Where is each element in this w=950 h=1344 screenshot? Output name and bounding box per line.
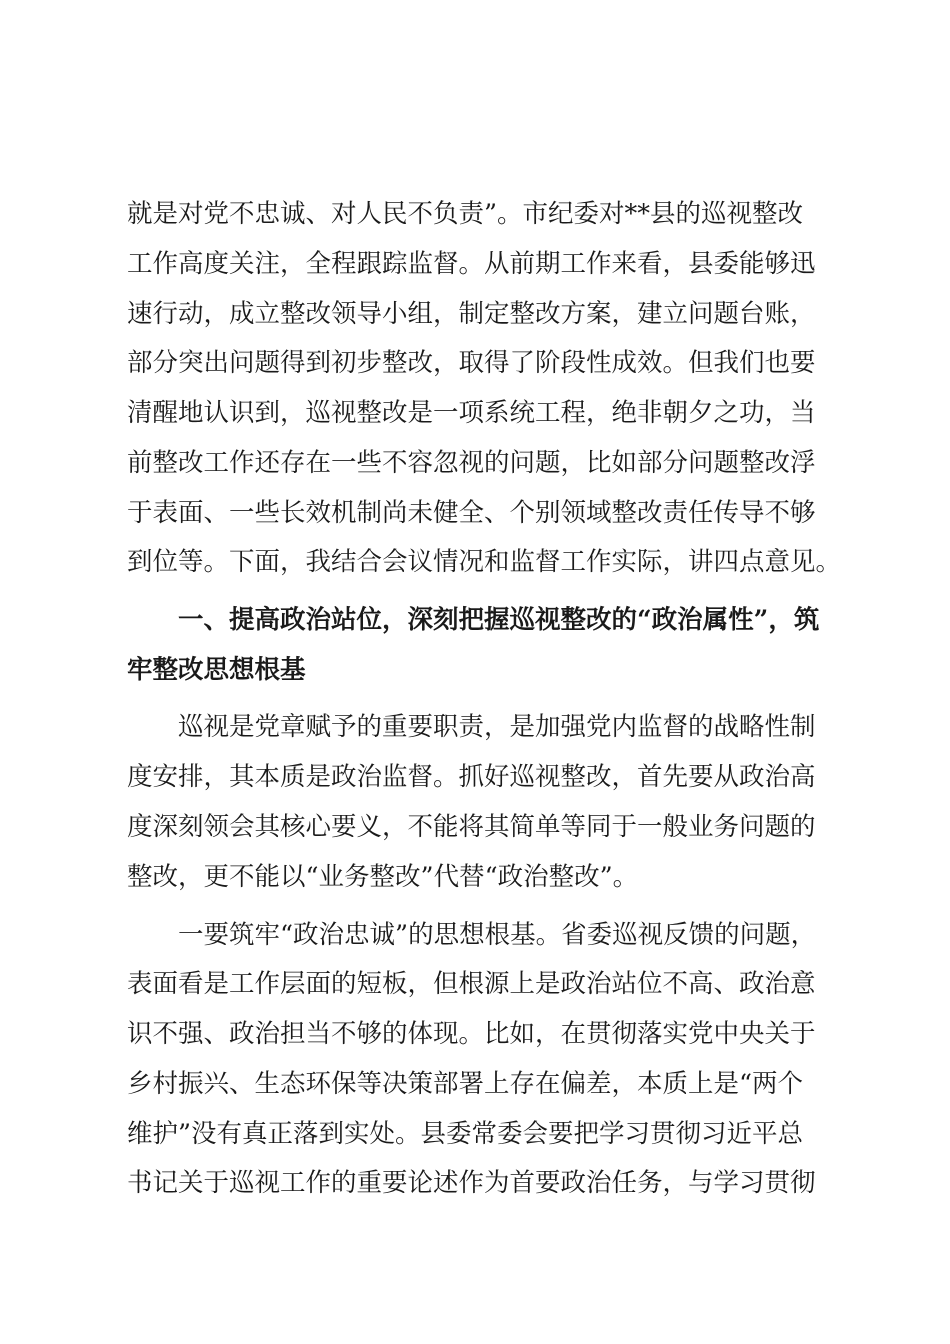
body-text-line: 乡村振兴、生态环保等决策部署上存在偏差，本质上是“两个 — [127, 1069, 804, 1099]
section-heading-line: 一、提高政治站位，深刻把握巡视整改的“政治属性”，筑 — [178, 605, 820, 635]
body-text-line: 部分突出问题得到初步整改，取得了阶段性成效。但我们也要 — [127, 348, 816, 378]
section-heading-line: 牢整改思想根基 — [127, 655, 306, 685]
body-text-line: 识不强、政治担当不够的体现。比如，在贯彻落实党中央关于 — [127, 1019, 816, 1049]
body-text-line: 巡视是党章赋予的重要职责，是加强党内监督的战略性制 — [178, 712, 816, 742]
body-text-line: 表面看是工作层面的短板，但根源上是政治站位不高、政治意 — [127, 969, 816, 999]
body-text-line: 清醒地认识到，巡视整改是一项系统工程，绝非朝夕之功，当 — [127, 398, 816, 428]
body-text-line: 一要筑牢“政治忠诚”的思想根基。省委巡视反馈的问题， — [178, 920, 817, 950]
body-text-line: 度深刻领会其核心要义，不能将其简单等同于一般业务问题的 — [127, 812, 816, 842]
body-text-line: 于表面、一些长效机制尚未健全、个别领域整改责任传导不够 — [127, 498, 816, 528]
body-text-line: 工作高度关注，全程跟踪监督。从前期工作来看，县委能够迅 — [127, 249, 816, 279]
body-text-line: 速行动，成立整改领导小组，制定整改方案，建立问题台账， — [127, 299, 816, 329]
body-text-line: 前整改工作还存在一些不容忽视的问题，比如部分问题整改浮 — [127, 448, 816, 478]
body-text-line: 整改，更不能以“业务整改”代替“政治整改”。 — [127, 862, 639, 892]
body-text-line: 就是对党不忠诚、对人民不负责”。市纪委对**县的巡视整改 — [127, 199, 804, 229]
body-text-line: 书记关于巡视工作的重要论述作为首要政治任务，与学习贯彻 — [127, 1168, 816, 1198]
body-text-line: 维护”没有真正落到实处。县委常委会要把学习贯彻习近平总 — [127, 1119, 804, 1149]
body-text-line: 度安排，其本质是政治监督。抓好巡视整改，首先要从政治高 — [127, 762, 816, 792]
body-text-line: 到位等。下面，我结合会议情况和监督工作实际，讲四点意见。 — [127, 547, 842, 577]
